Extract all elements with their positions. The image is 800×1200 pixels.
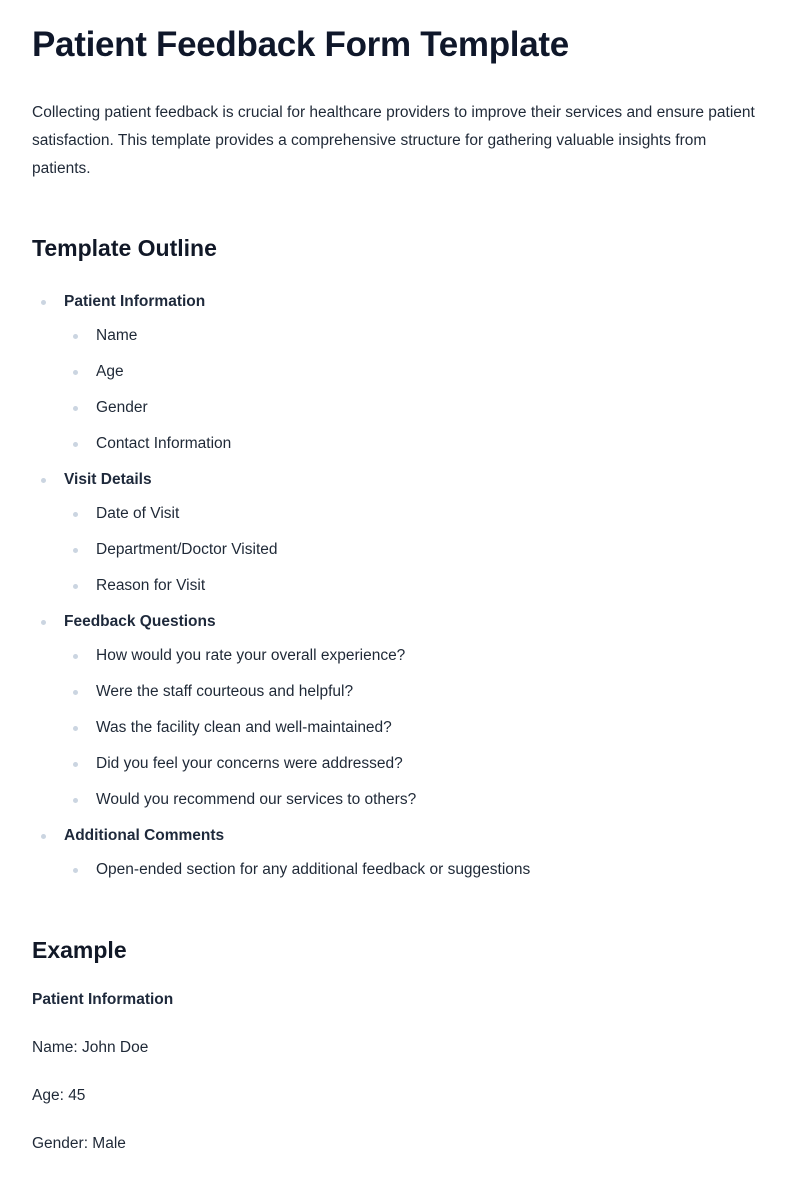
- list-item-text: Did you feel your concerns were addressed?: [96, 755, 403, 772]
- outline-section-feedback-questions: [32, 609, 768, 813]
- bullet-icon: [41, 300, 46, 305]
- bullet-icon: [73, 548, 78, 553]
- list-item: [64, 857, 768, 883]
- outline-section-patient-information: [32, 289, 768, 457]
- bullet-icon: [73, 726, 78, 731]
- outline-heading: Template Outline: [32, 235, 217, 261]
- bullet-icon: [41, 620, 46, 625]
- list-item-text: Date of Visit: [96, 505, 180, 522]
- bullet-icon: [73, 370, 78, 375]
- list-item-text: Age: [96, 363, 124, 380]
- bullet-icon: [73, 798, 78, 803]
- list-item: [64, 573, 768, 599]
- outline-list: [32, 289, 768, 883]
- bullet-icon: [73, 654, 78, 659]
- list-item-text: Contact Information: [96, 435, 232, 452]
- sub-list: [64, 323, 768, 457]
- list-item-text: Were the staff courteous and helpful?: [96, 683, 354, 700]
- example-heading: Example: [32, 937, 127, 963]
- list-item: [64, 431, 768, 457]
- bullet-icon: [73, 406, 78, 411]
- bullet-icon: [73, 512, 78, 517]
- list-item: [64, 715, 768, 741]
- sub-list: [64, 857, 768, 883]
- section-label: Feedback Questions: [64, 613, 216, 630]
- bullet-icon: [41, 478, 46, 483]
- bullet-icon: [73, 584, 78, 589]
- list-item-text: Name: [96, 327, 138, 344]
- list-item-text: Gender: [96, 399, 148, 416]
- example-gender-line: Gender: Male: [32, 1135, 126, 1152]
- bullet-icon: [41, 834, 46, 839]
- list-item-text: Reason for Visit: [96, 577, 206, 594]
- section-label: Visit Details: [64, 471, 152, 488]
- bullet-icon: [73, 690, 78, 695]
- list-item-text: Department/Doctor Visited: [96, 541, 278, 558]
- example-section-label: Patient Information: [32, 991, 174, 1008]
- bullet-icon: [73, 762, 78, 767]
- list-item-text: How would you rate your overall experience?: [96, 647, 406, 664]
- list-item-text: Was the facility clean and well-maintained?: [96, 719, 392, 736]
- section-label: Additional Comments: [64, 827, 225, 844]
- outline-section-additional-comments: [32, 823, 768, 883]
- list-item: [64, 395, 768, 421]
- list-item: [64, 501, 768, 527]
- bullet-icon: [73, 334, 78, 339]
- list-item: [64, 359, 768, 385]
- list-item-text: Open-ended section for any additional feedback or suggestions: [96, 861, 531, 878]
- sub-list: [64, 501, 768, 599]
- bullet-icon: [73, 868, 78, 873]
- list-item: [64, 323, 768, 349]
- outline-section-visit-details: [32, 467, 768, 599]
- example-name-line: Name: John Doe: [32, 1039, 149, 1056]
- list-item: [64, 679, 768, 705]
- list-item: [64, 751, 768, 777]
- page-title: Patient Feedback Form Template: [32, 25, 569, 64]
- bullet-icon: [73, 442, 78, 447]
- sub-list: [64, 643, 768, 813]
- section-label: Patient Information: [64, 293, 206, 310]
- list-item: [64, 787, 768, 813]
- intro-paragraph: Collecting patient feedback is crucial for healthcare providers to improve their services and ensure patient satisfaction. This template provides a comprehensive structure for gathering valuable insights from patients.: [32, 104, 755, 177]
- list-item: [64, 537, 768, 563]
- list-item-text: Would you recommend our services to others?: [96, 791, 417, 808]
- example-age-line: Age: 45: [32, 1087, 86, 1104]
- list-item: [64, 643, 768, 669]
